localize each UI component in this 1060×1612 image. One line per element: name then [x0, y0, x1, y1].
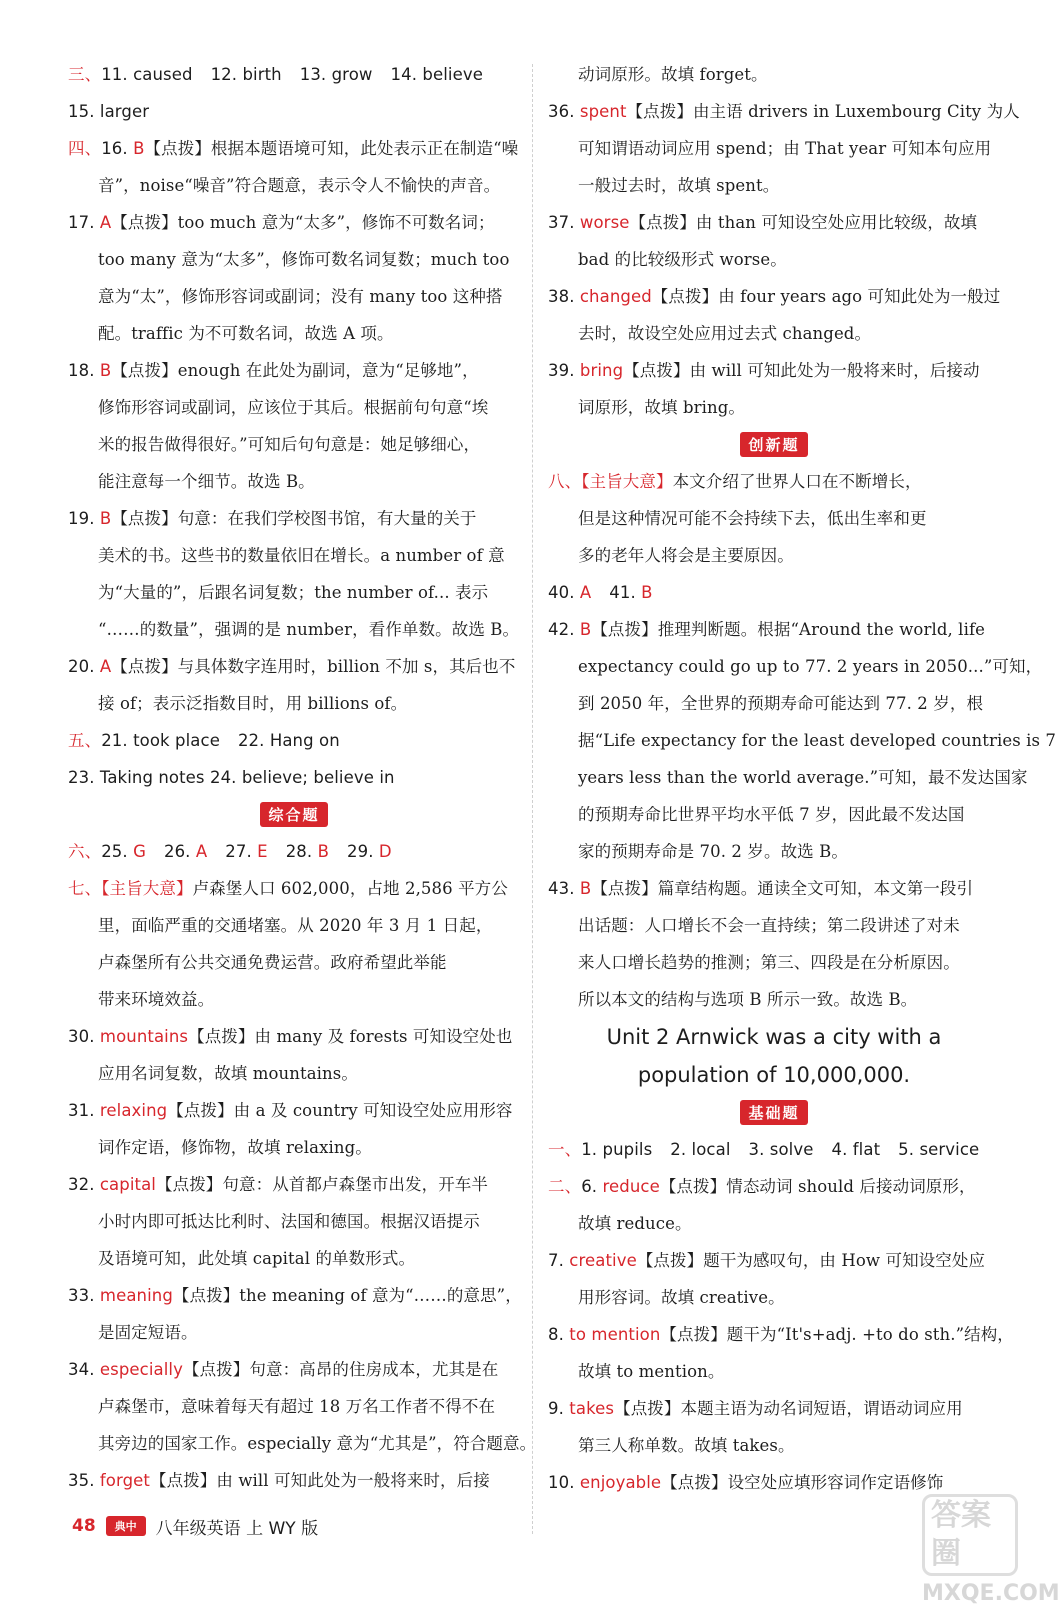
- answer-line: [548, 648, 1043, 685]
- answer-choice: reduce: [602, 1177, 660, 1196]
- explanation-text: 其旁边的国家工作。especially 意为“尤其是”，符合题意。: [98, 1434, 537, 1453]
- answer-line: [548, 1353, 1000, 1390]
- answer-line: [68, 1240, 520, 1277]
- section-number: 五、: [68, 731, 102, 750]
- main-idea-label: 【主旨大意】: [581, 472, 673, 491]
- explanation-text: 到 2050 年，全世界的预期寿命可能达到 77. 2 岁，根: [578, 694, 984, 713]
- explanation-text: 【点拨】enough 在此处为副词，意为“足够地”，: [111, 361, 479, 380]
- answer-choice: especially: [99, 1360, 183, 1379]
- explanation-text: 为“大量的”，后跟名词复数；the number of... 表示: [98, 583, 489, 602]
- answer-choice: takes: [569, 1399, 615, 1418]
- answer-text: 13. grow: [299, 65, 373, 84]
- left-column: [68, 56, 537, 1499]
- answer-line: [548, 1242, 1000, 1279]
- explanation-text: too many 意为“太多”，修饰可数名词复数；much too: [98, 250, 510, 269]
- explanation-text: 【点拨】由 than 可知设空处应用比较级，故填: [629, 213, 978, 232]
- answer-line: [548, 278, 1000, 315]
- page-footer: [72, 1512, 318, 1540]
- section-badge: 基础题: [740, 1100, 807, 1125]
- question-number: 38.: [548, 287, 580, 306]
- explanation-text: expectancy could go up to 77. 2 years in 2050...”可知，: [578, 657, 1043, 676]
- answer-choice: D: [378, 842, 392, 861]
- explanation-text: 可知谓语动词应用 spend；由 That year 可知本句应用: [578, 139, 992, 158]
- answer-line: [548, 204, 1000, 241]
- explanation-text: 【点拨】too much 意为“太多”，修饰不可数名词；: [111, 213, 495, 232]
- answer-line: [68, 1166, 520, 1203]
- question-number: 30.: [68, 1027, 100, 1046]
- question-number: 29.: [347, 842, 379, 861]
- column-divider: [532, 64, 533, 1534]
- explanation-text: 来人口增长趋势的推测；第三、四段是在分析原因。: [578, 953, 960, 972]
- page-number: 48: [72, 1516, 96, 1536]
- answer-line: [548, 56, 1000, 93]
- answer-line: [68, 981, 520, 1018]
- answer-text: 23. Taking notes 24. believe; believe in: [68, 768, 395, 787]
- explanation-text: 带来环境效益。: [98, 990, 215, 1009]
- answer-choice: A: [99, 657, 112, 676]
- answer-line: [68, 500, 520, 537]
- answer-line: [548, 759, 1028, 796]
- answer-choice: enjoyable: [579, 1473, 662, 1492]
- answer-text: 11. caused: [101, 65, 193, 84]
- answer-choice: E: [257, 842, 268, 861]
- question-number: 39.: [548, 361, 580, 380]
- explanation-text: 第三人称单数。故填 takes。: [578, 1436, 795, 1455]
- answer-choice: mountains: [99, 1027, 189, 1046]
- answer-line: [68, 1277, 520, 1314]
- explanation-text: 但是这种情况可能不会持续下去，低出生率和更: [578, 509, 927, 528]
- explanation-text: years less than the world average.”可知，最不发达国家: [578, 768, 1028, 787]
- answer-line: [68, 278, 520, 315]
- answer-choice: worse: [579, 213, 630, 232]
- explanation-text: “……的数量”，强调的是 number，看作单数。故选 B。: [98, 620, 520, 639]
- answer-line: [68, 1018, 520, 1055]
- question-number: 42.: [548, 620, 580, 639]
- explanation-text: 【点拨】情态动词 should 后接动词原形，: [659, 1177, 976, 1196]
- answer-line: [68, 833, 520, 870]
- question-number: 41.: [609, 583, 642, 602]
- answer-choice: B: [317, 842, 329, 861]
- answer-line: [548, 1205, 1000, 1242]
- answer-line: [548, 870, 1000, 907]
- question-number: 9.: [548, 1399, 570, 1418]
- explanation-text: 用形容词。故填 creative。: [578, 1288, 785, 1307]
- answer-choice: A: [195, 842, 208, 861]
- answer-line: [548, 574, 1000, 611]
- summary-text: 卢森堡人口 602,000，占地 2,586 平方公: [192, 879, 508, 898]
- explanation-text: 【点拨】题干为“It's+adj. +to do sth.”结构，: [660, 1325, 1014, 1344]
- explanation-text: 米的报告做得很好。”可知后句句意是：她足够细心，: [98, 435, 481, 454]
- question-number: 33.: [68, 1286, 100, 1305]
- unit-title: Unit 2 Arnwick was a city with a: [606, 1025, 942, 1049]
- explanation-text: 小时内即可抵达比利时、法国和德国。根据汉语提示: [98, 1212, 480, 1231]
- unit-title: population of 10,000,000.: [637, 1063, 911, 1087]
- answer-line: [548, 463, 1000, 500]
- question-number: 28.: [285, 842, 318, 861]
- explanation-text: 美术的书。这些书的数量依旧在增长。a number of 意: [98, 546, 505, 565]
- answer-line: [548, 500, 1000, 537]
- answer-line: [548, 167, 1000, 204]
- explanation-text: 【点拨】根据本题语境可知，此处表示正在制造“噪: [144, 139, 519, 158]
- question-number: 6.: [581, 1177, 603, 1196]
- explanation-text: 【点拨】句意：在我们学校图书馆，有大量的关于: [111, 509, 477, 528]
- section-badge: 综合题: [260, 802, 327, 827]
- explanation-text: 一般过去时，故填 spent。: [578, 176, 780, 195]
- section-badge-row: [68, 796, 520, 833]
- explanation-text: 【点拨】the meaning of 意为“……的意思”，: [172, 1286, 522, 1305]
- explanation-text: 意为“太”，修饰形容词或副词；没有 many too 这种搭: [98, 287, 503, 306]
- explanation-text: 【点拨】由 will 可知此处为一般将来时，后接: [149, 1471, 490, 1490]
- answer-line: [68, 537, 520, 574]
- explanation-text: 能注意每一个细节。故选 B。: [98, 472, 315, 491]
- answer-line: [548, 1316, 1014, 1353]
- answer-choice: G: [133, 842, 146, 861]
- explanation-text: 音”，noise“噪音”符合题意，表示令人不愉快的声音。: [98, 176, 501, 195]
- explanation-text: 是固定短语。: [98, 1323, 198, 1342]
- answer-line: [68, 611, 520, 648]
- question-number: 31.: [68, 1101, 100, 1120]
- explanation-text: 去时，故设空处应用过去式 changed。: [578, 324, 872, 343]
- section-number: 八、: [548, 472, 582, 491]
- section-number: 一、: [548, 1140, 582, 1159]
- answer-line: [68, 1388, 520, 1425]
- explanation-text: 【点拨】与具体数字连用时，billion 不加 s，其后也不: [111, 657, 516, 676]
- question-number: 27.: [225, 842, 258, 861]
- answer-line: [68, 759, 520, 796]
- section-number: 四、: [68, 139, 102, 158]
- answer-line: [68, 870, 520, 907]
- answer-line: [548, 1168, 1000, 1205]
- answer-line: [68, 315, 520, 352]
- answer-text: 3. solve: [748, 1140, 814, 1159]
- explanation-text: 多的老年人将会是主要原因。: [578, 546, 794, 565]
- explanation-text: 所以本文的结构与选项 B 所示一致。故选 B。: [578, 990, 918, 1009]
- explanation-text: 修饰形容词或副词，应该位于其后。根据前句句意“埃: [98, 398, 489, 417]
- answer-line: [548, 315, 1000, 352]
- question-number: 10.: [548, 1473, 580, 1492]
- answer-line: [548, 1427, 1000, 1464]
- explanation-text: 【点拨】篇章结构题。通读全文可知，本文第一段引: [591, 879, 974, 898]
- answer-line: [548, 1279, 1000, 1316]
- answer-choice: to mention: [569, 1325, 661, 1344]
- explanation-text: 【点拨】句意：从首都卢森堡市出发，开车半: [156, 1175, 488, 1194]
- answer-choice: B: [133, 139, 145, 158]
- answer-line: [548, 833, 1000, 870]
- explanation-text: 词原形，故填 bring。: [578, 398, 745, 417]
- explanation-text: 家的预期寿命是 70. 2 岁。故选 B。: [578, 842, 848, 861]
- explanation-text: 【点拨】本题主语为动名词短语，谓语动词应用: [614, 1399, 963, 1418]
- answer-line: [68, 1462, 520, 1499]
- question-number: 18.: [68, 361, 100, 380]
- publisher-logo: 典中: [106, 1516, 146, 1536]
- question-number: 7.: [548, 1251, 570, 1270]
- question-number: 16.: [101, 139, 134, 158]
- answer-line: [548, 130, 1000, 167]
- answer-line: [68, 574, 520, 611]
- answer-line: [548, 981, 1000, 1018]
- book-title: 八年级英语 上 WY 版: [155, 1518, 319, 1539]
- answer-choice: B: [99, 361, 112, 380]
- question-number: 36.: [548, 102, 580, 121]
- section-number: 二、: [548, 1177, 582, 1196]
- answer-line: [68, 426, 520, 463]
- answer-line: [68, 648, 520, 685]
- answer-line: [68, 1351, 520, 1388]
- explanation-text: 的预期寿命比世界平均水平低 7 岁，因此最不发达国: [578, 805, 965, 824]
- explanation-text: 故填 reduce。: [578, 1214, 692, 1233]
- section-badge-row: [548, 426, 1000, 463]
- answer-text: 15. larger: [68, 102, 150, 121]
- answer-line: [68, 685, 520, 722]
- section-number: 六、: [68, 842, 102, 861]
- answer-line: [68, 56, 520, 93]
- question-number: 19.: [68, 509, 100, 528]
- explanation-text: 【点拨】由 four years ago 可知此处为一般过: [651, 287, 1001, 306]
- explanation-text: 据“Life expectancy for the least developed countries is 7: [578, 731, 1057, 750]
- answer-line: [68, 463, 520, 500]
- explanation-text: 出话题：人口增长不会一直持续；第二段讲述了对未: [578, 916, 960, 935]
- answer-line: [68, 1092, 520, 1129]
- answer-line: [68, 1314, 520, 1351]
- answer-line: [68, 130, 520, 167]
- explanation-text: 故填 to mention。: [578, 1362, 725, 1381]
- answer-line: [548, 611, 1000, 648]
- section-badge: 创新题: [740, 432, 807, 457]
- explanation-text: 及语境可知，此处填 capital 的单数形式。: [98, 1249, 416, 1268]
- explanation-text: 里，面临严重的交通堵塞。从 2020 年 3 月 1 日起，: [98, 916, 493, 935]
- explanation-text: 【点拨】由 will 可知此处为一般将来时，后接动: [623, 361, 980, 380]
- explanation-text: 【点拨】设空处应填形容词作定语修饰: [661, 1473, 944, 1492]
- answer-text: 2. local: [670, 1140, 731, 1159]
- question-number: 26.: [163, 842, 196, 861]
- explanation-text: 词作定语，修饰物，故填 relaxing。: [98, 1138, 372, 1157]
- question-number: 37.: [548, 213, 580, 232]
- section-number: 三、: [68, 65, 102, 84]
- answer-line: [548, 93, 1020, 130]
- explanation-text: 卢森堡市，意味着每天有超过 18 万名工作者不得不在: [98, 1397, 496, 1416]
- answer-choice: changed: [579, 287, 652, 306]
- answer-line: [68, 389, 520, 426]
- question-number: 20.: [68, 657, 100, 676]
- answer-line: [548, 352, 1000, 389]
- answer-text: 12. birth: [210, 65, 282, 84]
- question-number: 35.: [68, 1471, 100, 1490]
- question-number: 40.: [548, 583, 580, 602]
- answer-choice: relaxing: [99, 1101, 168, 1120]
- answer-choice: spent: [579, 102, 627, 121]
- explanation-text: 【点拨】由主语 drivers in Luxembourg City 为人: [626, 102, 1020, 121]
- answer-choice: meaning: [99, 1286, 173, 1305]
- explanation-text: 动词原形。故填 forget。: [578, 65, 768, 84]
- answer-text: 1. pupils: [581, 1140, 653, 1159]
- answer-choice: B: [579, 879, 592, 898]
- answer-line: [548, 722, 1057, 759]
- answer-line: [68, 722, 520, 759]
- answer-text: 5. service: [898, 1140, 980, 1159]
- answer-choice: B: [641, 583, 653, 602]
- question-number: 8.: [548, 1325, 570, 1344]
- explanation-text: 卢森堡所有公共交通免费运营。政府希望此举能: [98, 953, 447, 972]
- explanation-text: 接 of；表示泛指数目时，用 billions of。: [98, 694, 408, 713]
- answer-line: [548, 907, 1000, 944]
- answer-line: [548, 685, 1000, 722]
- answer-line: [548, 537, 1000, 574]
- watermark-line1: 答案圈: [922, 1494, 1018, 1576]
- explanation-text: 配。traffic 为不可数名词，故选 A 项。: [98, 324, 394, 343]
- answer-line: [548, 1131, 1000, 1168]
- explanation-text: 【点拨】由 many 及 forests 可知设空处也: [188, 1027, 513, 1046]
- answer-line: [548, 241, 1000, 278]
- watermark: [922, 1494, 1060, 1606]
- answer-line: [68, 907, 520, 944]
- main-idea-label: 【主旨大意】: [101, 879, 193, 898]
- question-number: 32.: [68, 1175, 100, 1194]
- answer-choice: A: [99, 213, 112, 232]
- section-badge-row: [548, 1094, 1000, 1131]
- answer-line: [68, 167, 520, 204]
- explanation-text: 应用名词复数，故填 mountains。: [98, 1064, 358, 1083]
- answer-line: [68, 1425, 537, 1462]
- answer-line: [68, 1129, 520, 1166]
- answer-line: [548, 796, 1000, 833]
- answer-line: [68, 93, 520, 130]
- answer-text: 14. believe: [390, 65, 483, 84]
- answer-choice: forget: [99, 1471, 150, 1490]
- answer-line: [548, 1390, 1000, 1427]
- section-number: 七、: [68, 879, 102, 898]
- answer-line: [68, 241, 520, 278]
- answer-choice: A: [579, 583, 592, 602]
- watermark-line2: MXQE.COM: [922, 1581, 1060, 1606]
- answer-text: 21. took place: [101, 731, 220, 750]
- answer-line: [68, 1055, 520, 1092]
- question-number: 43.: [548, 879, 580, 898]
- answer-line: [68, 1203, 520, 1240]
- right-column: [548, 56, 1057, 1501]
- explanation-text: 【点拨】由 a 及 country 可知设空处应用形容: [167, 1101, 513, 1120]
- answer-choice: B: [99, 509, 112, 528]
- answer-choice: B: [579, 620, 592, 639]
- answer-choice: creative: [569, 1251, 637, 1270]
- explanation-text: 【点拨】推理判断题。根据“Around the world, life: [591, 620, 986, 639]
- answer-line: [68, 352, 520, 389]
- answer-line: [548, 944, 1000, 981]
- question-number: 34.: [68, 1360, 100, 1379]
- answer-text: 22. Hang on: [237, 731, 340, 750]
- explanation-text: 【点拨】题干为感叹句，由 How 可知设空处应: [636, 1251, 986, 1270]
- question-number: 17.: [68, 213, 100, 232]
- answer-text: 4. flat: [831, 1140, 881, 1159]
- explanation-text: bad 的比较级形式 worse。: [578, 250, 787, 269]
- answer-choice: capital: [99, 1175, 156, 1194]
- explanation-text: 【点拨】句意：高昂的住房成本，尤其是在: [182, 1360, 499, 1379]
- answer-line: [68, 944, 520, 981]
- summary-text: 本文介绍了世界人口在不断增长，: [672, 472, 922, 491]
- answer-line: [548, 389, 1000, 426]
- answer-line: [68, 204, 520, 241]
- answer-choice: bring: [579, 361, 624, 380]
- question-number: 25.: [101, 842, 134, 861]
